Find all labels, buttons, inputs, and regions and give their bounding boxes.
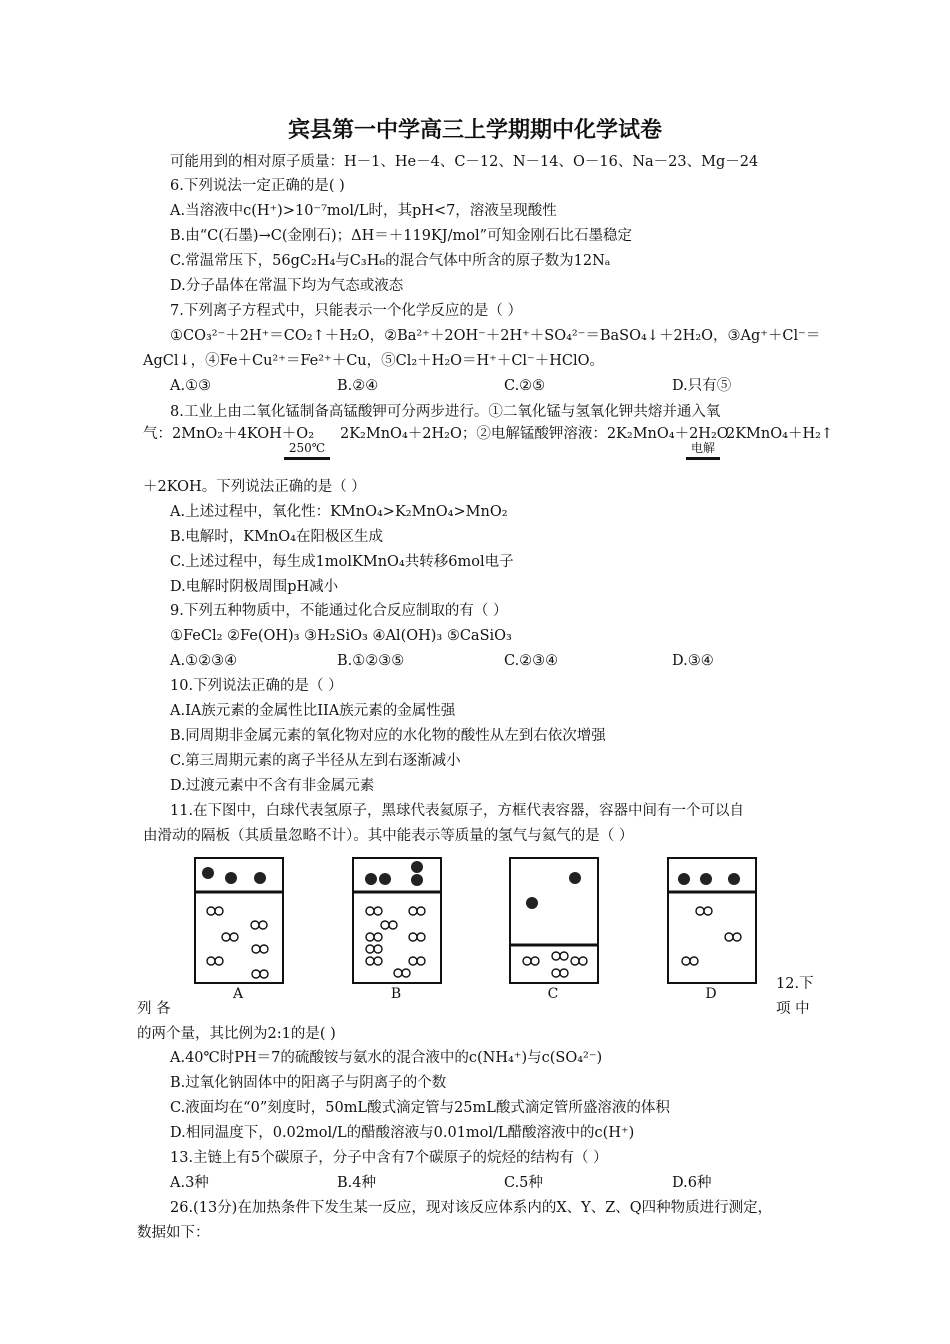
question-12-start: 12.下 bbox=[776, 976, 814, 992]
q7-equations-line1: ①CO₃²⁻＋2H⁺＝CO₂↑＋H₂O，②Ba²⁺＋2OH⁻＋2H⁺＋SO₄²⁻＝BaSO₄↓＋2H₂O，③Ag⁺＋Cl⁻＝ bbox=[170, 328, 821, 344]
q6-option-b: B.由“C(石墨)→C(金刚石)；ΔH＝＋119KJ/mol”可知金刚石比石墨稳定 bbox=[170, 228, 632, 244]
q12-option-a: A.40℃时PH＝7的硫酸铵与氨水的混合液中的c(NH₄⁺)与c(SO₄²⁻) bbox=[170, 1050, 603, 1066]
question-7: 7.下列离子方程式中，只能表示一个化学反应的是（ ） bbox=[170, 303, 522, 319]
q8-option-a: A.上述过程中，氧化性：KMnO₄>K₂MnO₄>MnO₂ bbox=[170, 504, 508, 520]
q13-option: D.6种 bbox=[672, 1175, 712, 1191]
reaction-condition-250c bbox=[284, 441, 330, 460]
q8-option-d: D.电解时阴极周围pH减小 bbox=[170, 579, 339, 595]
container-d bbox=[668, 858, 756, 983]
container-b bbox=[353, 858, 441, 983]
q9-option: C.②③④ bbox=[504, 653, 559, 669]
question-11-line2: 由滑动的隔板（其质量忽略不计）。其中能表示等质量的氢气与氦气的是（ ） bbox=[143, 828, 634, 844]
q6-option-c: C.常温常压下，56gC₂H₄与C₃H₆的混合气体中所含的原子数为12Nₐ bbox=[170, 253, 611, 269]
q9-option: B.①②③⑤ bbox=[337, 653, 405, 669]
q7-option: B.②④ bbox=[337, 378, 379, 394]
question-8-line1: 8.工业上由二氧化锰制备高锰酸钾可分两步进行。①二氧化锰与氢氧化钾共熔并通入氧 bbox=[170, 404, 721, 420]
question-12-wrap-right: 项 中 bbox=[776, 1001, 810, 1017]
figure-label-b: B bbox=[390, 986, 402, 1002]
page-title: 宾县第一中学高三上学期期中化学试卷 bbox=[287, 117, 662, 143]
q10-option-a: A.IA族元素的金属性比IIA族元素的金属性强 bbox=[170, 703, 456, 719]
question-10: 10.下列说法正确的是（ ） bbox=[170, 678, 343, 694]
question-8-line2: 气：2MnO₂＋4KOH＋O₂ bbox=[143, 426, 315, 442]
question-13: 13.主链上有5个碳原子，分子中含有7个碳原子的烷烃的结构有（ ） bbox=[170, 1150, 608, 1166]
q7-option: D.只有⑤ bbox=[672, 378, 732, 394]
condition-label: 250℃ bbox=[288, 441, 326, 455]
q12-option-b: B.过氧化钠固体中的阳离子与阴离子的个数 bbox=[170, 1075, 447, 1091]
q7-equations-line2: AgCl↓，④Fe＋Cu²⁺＝Fe²⁺＋Cu，⑤Cl₂＋H₂O＝H⁺＋Cl⁻＋HClO。 bbox=[143, 353, 604, 369]
question-6: 6.下列说法一定正确的是( ) bbox=[170, 178, 345, 194]
container-figure bbox=[190, 853, 770, 988]
q7-option: C.②⑤ bbox=[504, 378, 546, 394]
condition-label: 电解 bbox=[690, 441, 715, 455]
question-26-line1: 26.(13分)在加热条件下发生某一反应，现对该反应体系内的X、Y、Z、Q四种物质进行测定， bbox=[170, 1200, 773, 1216]
q10-option-c: C.第三周期元素的离子半径从左到右逐渐减小 bbox=[170, 753, 461, 769]
question-9: 9.下列五种物质中，不能通过化合反应制取的有（ ） bbox=[170, 603, 508, 619]
q9-option: D.③④ bbox=[672, 653, 714, 669]
figure-label-a: A bbox=[232, 986, 244, 1002]
question-8-line2b: 2K₂MnO₄＋2H₂O；②电解锰酸钾溶液：2K₂MnO₄＋2H₂O bbox=[340, 426, 729, 442]
q9-substances: ①FeCl₂ ②Fe(OH)₃ ③H₂SiO₃ ④Al(OH)₃ ⑤CaSiO₃ bbox=[170, 628, 512, 644]
q10-option-b: B.同周期非金属元素的氧化物对应的水化物的酸性从左到右依次增强 bbox=[170, 728, 606, 744]
q6-option-d: D.分子晶体在常温下均为气态或液态 bbox=[170, 278, 404, 294]
q10-option-d: D.过渡元素中不含有非金属元素 bbox=[170, 778, 375, 794]
container-a bbox=[195, 858, 283, 983]
question-11-line1: 11.在下图中，白球代表氢原子，黑球代表氦原子，方框代表容器，容器中间有一个可以自 bbox=[170, 803, 745, 819]
q8-option-b: B.电解时，KMnO₄在阳极区生成 bbox=[170, 529, 383, 545]
q6-option-a: A.当溶液中c(H⁺)>10⁻⁷mol/L时，其pH<7，溶液呈现酸性 bbox=[170, 203, 557, 219]
container-c bbox=[510, 858, 598, 983]
q13-option: B.4种 bbox=[337, 1175, 376, 1191]
q7-option: A.①③ bbox=[170, 378, 212, 394]
question-26-line2: 数据如下： bbox=[137, 1225, 210, 1241]
question-12-wrap-left: 列 各 bbox=[137, 1001, 171, 1017]
atomic-masses: 可能用到的相对原子质量：H－1、He－4、C－12、N－14、O－16、Na－23、Mg－24 bbox=[170, 154, 759, 170]
q9-option: A.①②③④ bbox=[170, 653, 238, 669]
figure-label-d: D bbox=[705, 986, 717, 1002]
question-8-line3: ＋2KOH。下列说法正确的是（ ） bbox=[143, 479, 366, 495]
q12-option-c: C.液面均在“0”刻度时，50mL酸式滴定管与25mL酸式滴定管所盛溶液的体积 bbox=[170, 1100, 670, 1116]
reaction-condition-electrolysis bbox=[686, 441, 720, 460]
q12-option-d: D.相同温度下，0.02mol/L的醋酸溶液与0.01mol/L醋酸溶液中的c(H⁺) bbox=[170, 1125, 635, 1141]
figure-label-c: C bbox=[547, 986, 559, 1002]
q8-option-c: C.上述过程中，每生成1molKMnO₄共转移6mol电子 bbox=[170, 554, 514, 570]
q13-option: A.3种 bbox=[170, 1175, 209, 1191]
question-8-line2c: 2KMnO₄＋H₂↑ bbox=[726, 426, 834, 442]
question-12: 的两个量，其比例为2:1的是( ) bbox=[137, 1026, 336, 1042]
q13-option: C.5种 bbox=[504, 1175, 543, 1191]
